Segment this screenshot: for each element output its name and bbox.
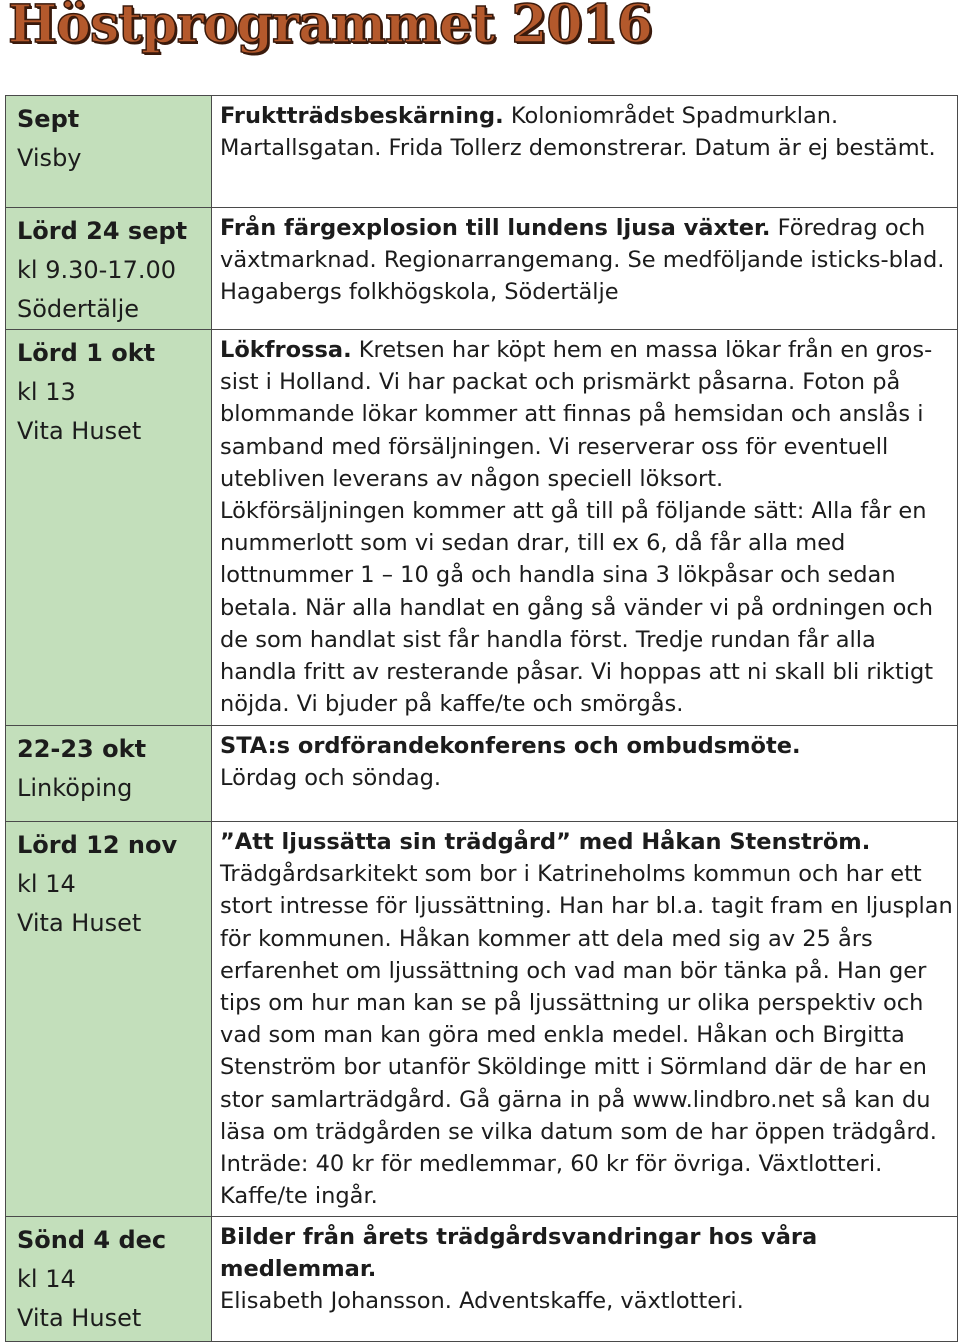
- event-description: [212, 822, 958, 1217]
- event-heading: STA:s ordförandekonferens och ombudsmöte.: [220, 733, 801, 759]
- event-heading: Lökfrossa.: [220, 337, 352, 363]
- event-description: [212, 330, 958, 726]
- event-date-cell: [6, 208, 212, 330]
- event-text: Lördag och söndag.: [220, 765, 442, 792]
- event-date-cell: [6, 96, 212, 208]
- event-date-cell: [6, 822, 212, 1217]
- event-place: Linköping: [17, 774, 133, 802]
- event-row-24-sept: [6, 208, 958, 330]
- schedule-table: [5, 95, 958, 1342]
- event-description: [212, 1217, 958, 1342]
- event-text: Kretsen har köpt hem en massa lökar från en gros-sist i Holland. Vi har packat och prismärkt påsarna. Foton på blommande lökar kommer att finnas på hemsidan och anslås i samband med försäljningen. Vi reserverar oss för eventuell utebliven leverans av någon speciell löksort.: [220, 337, 933, 492]
- event-date: Lörd 12 nov: [17, 831, 178, 859]
- event-text: Trädgårdsarkitekt som bor i Katrineholms kommun och har ett stort intresse för ljussättning. Han har bl.a. tagit fram en ljusplan för kommunen. Håkan kommer att dela med sig av 25 års erfarenhet om ljussättning och vad man bör tänka på. Han ger tips om hur man kan se på ljussättning ur olika perspektiv och vad som man kan göra med enkla medel. Håkan och Birgitta Stenström bor utanför Sköldinge mitt i Sörmland där de har en stor samlarträdgård. Gå gärna in på www.lindbro.net så kan du läsa om trädgården se vilka datum som de har öppen trädgård. Inträde: 40 kr för medlemmar, 60 kr för övriga. Växtlotteri. Kaffe/te ingår.: [220, 861, 953, 1210]
- event-text: Lökförsäljningen kommer att gå till på följande sätt: Alla får en nummerlott som vi sedan drar, till ex 6, då får alla med lottnummer 1 – 10 gå och handla sina 3 lökpåsar och sedan betala. När alla handlat en gång så vänder vi på ordningen och de som handlat sist får handla först. Tredje rundan får alla handla fritt av resterande påsar. Vi hoppas att ni skall bli riktigt nöjda. Vi bjuder på kaffe/te och smörgås.: [220, 498, 934, 718]
- event-date: Lörd 24 sept: [17, 217, 188, 245]
- event-time: kl 13: [17, 378, 76, 406]
- event-description: [212, 96, 958, 208]
- event-place: Vita Huset: [17, 417, 142, 445]
- event-description: [212, 726, 958, 822]
- event-date: 22-23 okt: [17, 735, 147, 763]
- event-heading: Fruktträdsbeskärning.: [220, 103, 504, 129]
- event-time: kl 14: [17, 870, 76, 898]
- event-text: Elisabeth Johansson. Adventskaffe, växtlotteri.: [220, 1288, 744, 1315]
- event-heading: ”Att ljussätta sin trädgård” med Håkan Stenström.: [220, 829, 871, 855]
- event-date-cell: [6, 1217, 212, 1342]
- event-time: kl 14: [17, 1265, 76, 1293]
- page-title: Höstprogrammet 2016: [8, 0, 652, 55]
- event-row-4-dec: [6, 1217, 958, 1342]
- event-place: Visby: [17, 144, 82, 172]
- event-text: Föredrag och växtmarknad. Regionarrangemang. Se medföljande isticks-blad. Hagabergs folkhögskola, Södertälje: [220, 215, 945, 306]
- event-place: Vita Huset: [17, 909, 142, 937]
- event-heading: Bilder från årets trädgårdsvandringar hos våra medlemmar.: [220, 1224, 818, 1283]
- event-place: Södertälje: [17, 295, 140, 323]
- event-place: Vita Huset: [17, 1304, 142, 1332]
- event-time: kl 9.30-17.00: [17, 256, 176, 284]
- event-row-sept: [6, 96, 958, 208]
- event-text: Koloniområdet Spadmurklan. Martallsgatan. Frida Tollerz demonstrerar. Datum är ej bestämt.: [220, 103, 936, 162]
- event-row-1-okt: [6, 330, 958, 726]
- event-description: [212, 208, 958, 330]
- event-date: Sept: [17, 105, 80, 133]
- event-date: Lörd 1 okt: [17, 339, 156, 367]
- event-heading: Från färgexplosion till lundens ljusa växter.: [220, 215, 771, 241]
- event-date-cell: [6, 330, 212, 726]
- event-date: Sönd 4 dec: [17, 1226, 167, 1254]
- event-row-22-23-okt: [6, 726, 958, 822]
- event-date-cell: [6, 726, 212, 822]
- event-row-12-nov: [6, 822, 958, 1217]
